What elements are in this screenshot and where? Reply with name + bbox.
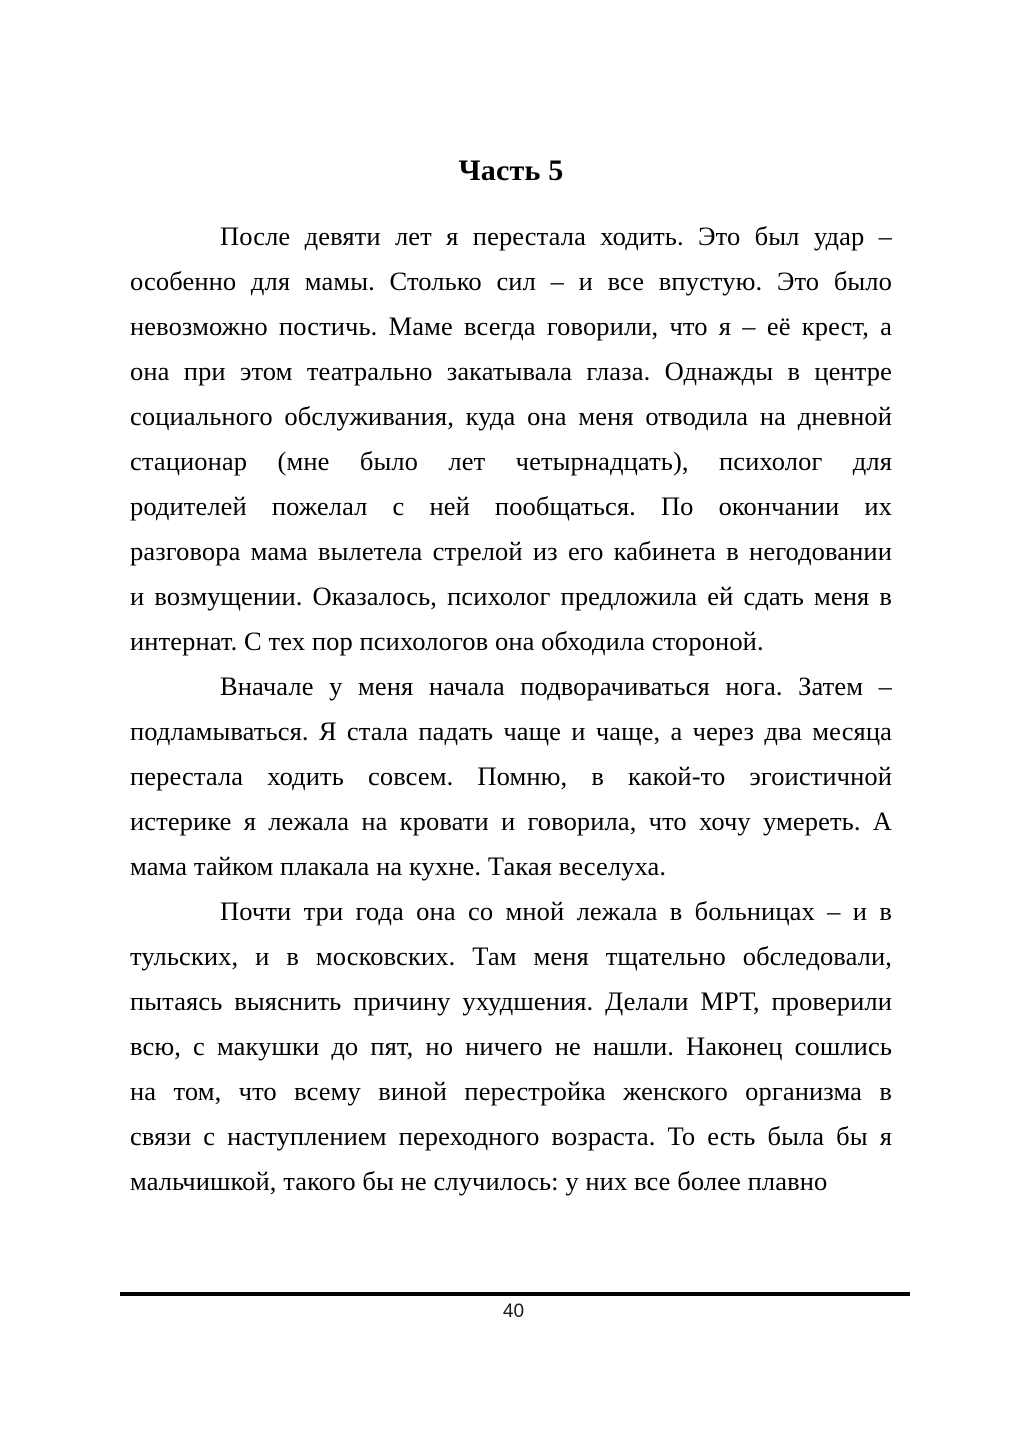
text-line: особенно для мамы. Столько сил – и все впустую. Это было: [130, 266, 892, 296]
text-line: мальчишкой, такого бы не случилось: у них все более плавно: [130, 1166, 828, 1196]
text-line: истерике я лежала на кровати и говорила, что хочу умереть. А: [130, 806, 892, 836]
text-line: разговора мама вылетела стрелой из его кабинета в негодовании: [130, 536, 892, 566]
text-line: перестала ходить совсем. Помню, в какой-то эгоистичной: [130, 761, 892, 791]
text-line: всю, с макушки до пят, но ничего не нашли. Наконец сошлись: [130, 1031, 892, 1061]
text-line: интернат. С тех пор психологов она обходила стороной.: [130, 626, 764, 656]
text-line: на том, что всему виной перестройка женского организма в: [130, 1076, 892, 1106]
text-line: и возмущении. Оказалось, психолог предложила ей сдать меня в: [130, 581, 892, 611]
paragraph-1: [130, 214, 892, 664]
text-line: пытаясь выяснить причину ухудшения. Делали МРТ, проверили: [130, 986, 892, 1016]
text-line: Почти три года она со мной лежала в больницах – и в: [220, 896, 892, 926]
paragraph-2: [130, 664, 892, 889]
text-line: стационар (мне было лет четырнадцать), психолог для: [130, 446, 892, 476]
text-line: связи с наступлением переходного возраста. То есть была бы я: [130, 1121, 892, 1151]
page-number: 40: [502, 1301, 525, 1322]
text-line: тульских, и в московских. Там меня тщательно обследовали,: [130, 941, 892, 971]
text-line: родителей пожелал с ней пообщаться. По окончании их: [130, 491, 892, 521]
paragraph-3: [130, 889, 892, 1204]
text-line: социального обслуживания, куда она меня отводила на дневной: [130, 401, 892, 431]
page-title: Часть 5: [458, 154, 564, 187]
text-line: невозможно постичь. Маме всегда говорили, что я – её крест, а: [130, 311, 892, 341]
text-line: подламываться. Я стала падать чаще и чаще, а через два месяца: [130, 716, 892, 746]
text-line: она при этом театрально закатывала глаза. Однажды в центре: [130, 356, 892, 386]
page-content: [130, 150, 892, 1204]
text-line: После девяти лет я перестала ходить. Это был удар –: [220, 221, 892, 251]
text-line: Вначале у меня начала подворачиваться нога. Затем –: [220, 671, 892, 701]
text-line: мама тайком плакала на кухне. Такая веселуха.: [130, 851, 667, 881]
footer-divider: [120, 1292, 910, 1296]
